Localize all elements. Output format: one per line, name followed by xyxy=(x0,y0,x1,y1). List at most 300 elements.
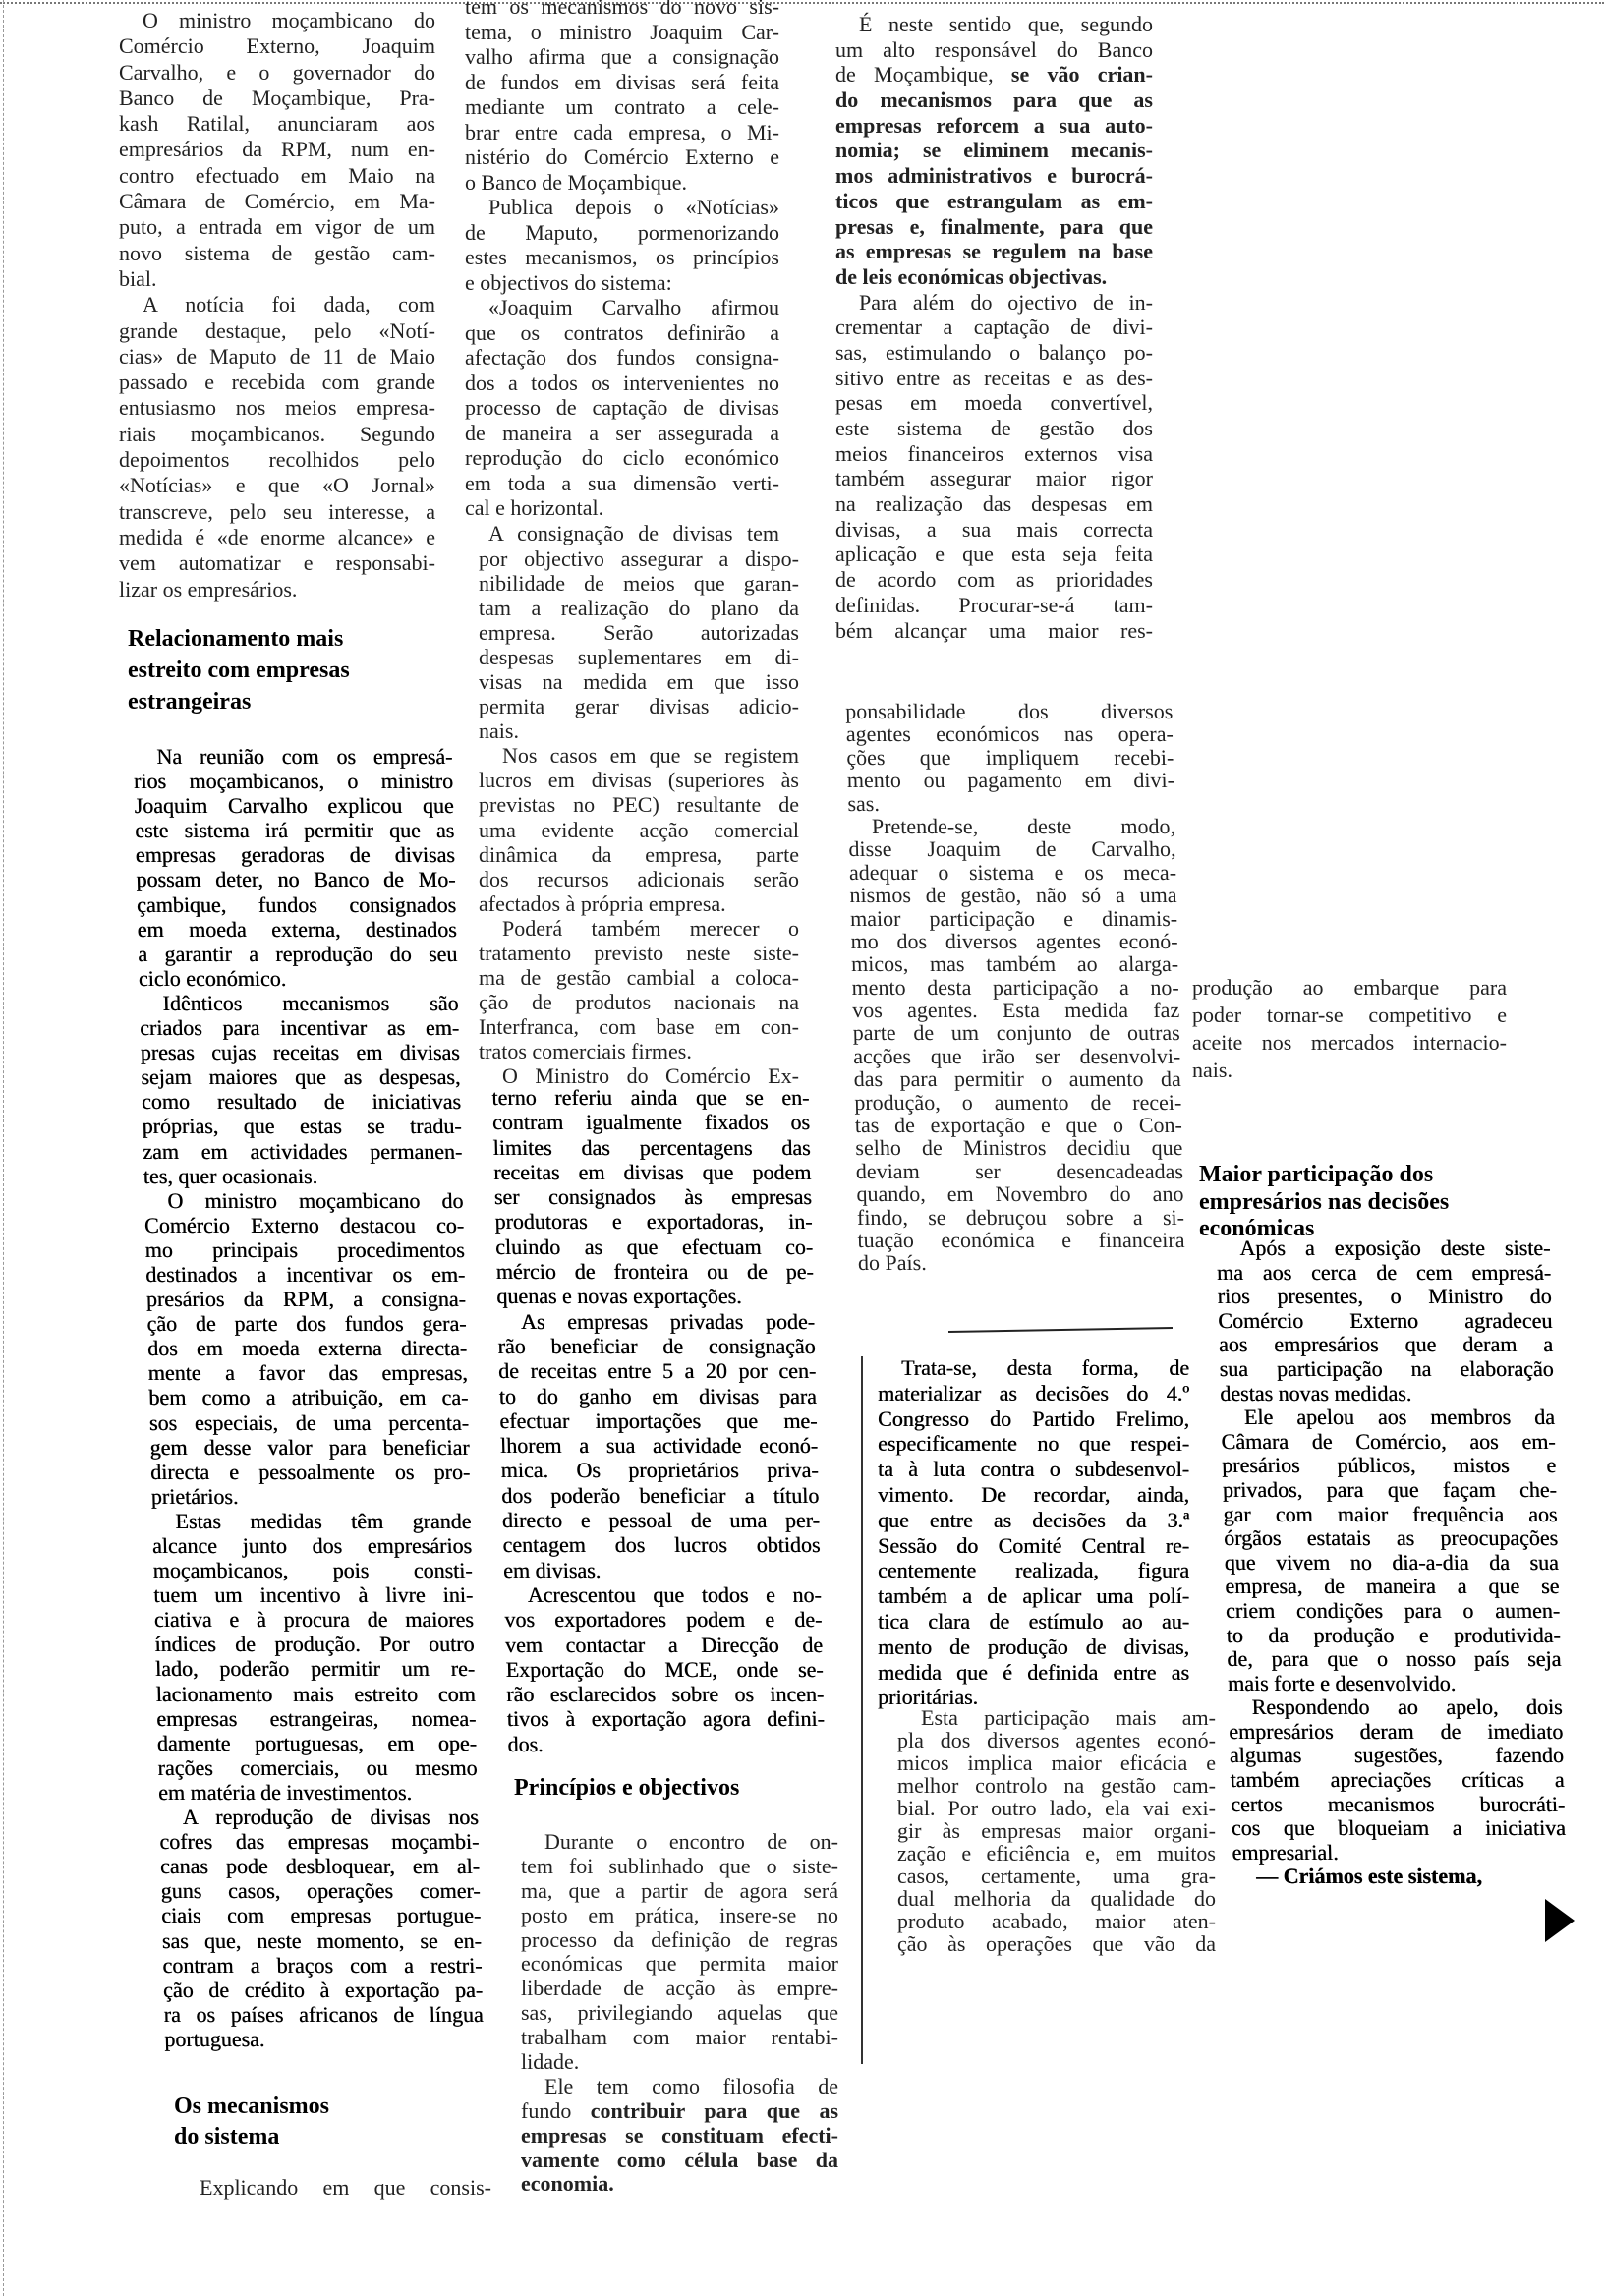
text-line: criem condições para o aumen- xyxy=(1225,1597,1561,1623)
subheading-line: Maior participação dos xyxy=(1199,1162,1434,1187)
column-3-middle xyxy=(845,700,1185,1275)
column-3-lower xyxy=(878,1355,1189,1710)
text-line: Congresso do Partido Frelimo, xyxy=(878,1406,1189,1431)
text-line: produtoras e exportadoras, in- xyxy=(494,1209,813,1234)
text-line: maior participação e dinamis- xyxy=(849,905,1178,931)
text-line: sas. xyxy=(847,790,881,816)
text-line: As empresas privadas pode- xyxy=(520,1308,816,1334)
text-line: vimento. De recordar, ainda, xyxy=(878,1481,1189,1507)
text-line: também apreciações críticas a xyxy=(1230,1767,1565,1793)
subheading-line: estreito com empresas xyxy=(128,658,350,683)
text-line: Poderá também merecer o xyxy=(502,915,799,941)
text-line: empresa. Serão autorizadas xyxy=(479,620,799,646)
text-line: medida é «de enorme alcance» e xyxy=(119,524,435,549)
text-line: quenas e novas exportações. xyxy=(495,1284,742,1309)
text-line: permita gerar divisas adicio- xyxy=(479,694,799,719)
column-3-top xyxy=(835,12,1153,643)
text-line: Explicando em que consis- xyxy=(200,2175,491,2200)
text-line: «Notícias» e que «O Jornal» xyxy=(119,473,435,498)
text-line xyxy=(521,2149,838,2173)
bold-text-segment: contribuir para que as xyxy=(590,2097,839,2123)
text-line: tes, quer ocasionais. xyxy=(143,1163,318,1188)
text-line: brar entre cada empresa, o Mi- xyxy=(465,119,779,144)
text-line: de, para que o nosso país seja xyxy=(1226,1646,1562,1672)
text-line: selho de Ministros decidiu que xyxy=(855,1135,1183,1161)
subheading-line: Princípios e objectivos xyxy=(514,1775,740,1801)
text-line: possam deter, no Banco de Mo- xyxy=(136,867,456,892)
text-line: transcreve, pelo seu interesse, a xyxy=(119,498,435,524)
bold-text-segment: ticos que estrangulam as em- xyxy=(835,188,1153,213)
text-line: Ele tem como filosofia de xyxy=(544,2073,838,2098)
text-line: melhor controlo na gestão cam- xyxy=(897,1773,1216,1798)
text-segment: fundo xyxy=(521,2097,591,2123)
bold-text-segment: de leis económicas objectivas. xyxy=(835,263,1108,289)
text-line: findo, se debruçou sobre a si- xyxy=(856,1204,1185,1230)
bold-text-segment: — Criámos este sistema, xyxy=(1255,1864,1483,1889)
text-line: ção de produtos nacionais na xyxy=(479,989,799,1014)
text-line: que entre as decisões da 3.ª xyxy=(878,1507,1189,1532)
text-line: Publica depois o «Notícias» xyxy=(488,195,779,219)
text-line: também a de aplicar uma polí- xyxy=(878,1583,1189,1609)
text-line: em moeda externa, destinados xyxy=(137,916,457,942)
text-line: produção ao embarque para xyxy=(1192,975,1507,1000)
text-line: dos em moeda externa directa- xyxy=(146,1336,468,1361)
text-line: poder tornar-se competitivo e xyxy=(1192,1003,1507,1027)
bold-text-segment: do mecanismos para que as xyxy=(835,87,1153,113)
text-line: ra os países africanos de língua xyxy=(163,2001,484,2027)
text-line: ciativa e à procura de maiores xyxy=(153,1607,475,1633)
text-line: tuação económica e financeira xyxy=(857,1227,1185,1252)
text-line: kash Ratilal, anunciaram aos xyxy=(119,111,435,137)
text-line: gir às empresas maior organi- xyxy=(897,1818,1216,1843)
bold-text-segment: presas e, finalmente, para que xyxy=(835,213,1153,239)
text-line: de fundos em divisas será feita xyxy=(465,69,779,94)
bold-text-segment: mos administrativos e burocrá- xyxy=(835,163,1153,189)
bold-text-segment: vamente como célula base da xyxy=(521,2147,838,2172)
subheading-line: estrangeiras xyxy=(128,689,252,715)
text-line: empresa, de maneira a que se xyxy=(1224,1574,1560,1599)
text-line: rão beneficiar de consignação xyxy=(497,1333,816,1358)
text-line: ser consignados às empresas xyxy=(493,1184,813,1210)
bold-text-segment: se vão crian- xyxy=(1010,62,1153,87)
text-line: este sistema de gestão dos xyxy=(835,416,1153,440)
bold-text-segment: economia. xyxy=(521,2171,614,2197)
text-line: afectação dos fundos consigna- xyxy=(465,345,779,370)
text-line: sas, estimulando o balanço po- xyxy=(835,339,1153,365)
text-line: na realização das despesas em xyxy=(835,491,1153,517)
text-line: liberdade de acção às empre- xyxy=(521,1976,838,2001)
text-line xyxy=(521,2099,838,2124)
text-line: Sessão do Comité Central re- xyxy=(878,1532,1189,1558)
text-line: órgãos estatais as preocupações xyxy=(1223,1525,1559,1551)
text-line: Estas medidas têm grande xyxy=(175,1508,472,1533)
text-line: tem os mecanismos do novo sis- xyxy=(465,0,779,19)
bold-text-segment: as empresas se regulem na base xyxy=(835,239,1153,264)
text-line: sas, privilegiando aquelas que xyxy=(521,2000,838,2026)
text-line: produção, o aumento de recei- xyxy=(854,1089,1182,1115)
text-line: Para além do ojectivo de in- xyxy=(859,289,1153,315)
text-line xyxy=(835,189,1153,214)
text-line: processo de captação de divisas xyxy=(465,395,779,420)
text-line: terno referiu ainda que se en- xyxy=(491,1085,810,1110)
text-line: vem contactar a Direcção de xyxy=(504,1632,824,1657)
text-line: Banco de Moçambique, Pra- xyxy=(119,85,435,110)
text-line: novo sistema de gestão cam- xyxy=(119,240,435,265)
text-line: Carvalho, e o governador do xyxy=(119,59,435,85)
text-line: Exportação do MCE, onde se- xyxy=(505,1656,824,1682)
subheading-line: Relacionamento mais xyxy=(128,626,344,652)
text-line: agentes económicos nas opera- xyxy=(845,721,1174,747)
text-line: contram igualmente fixados os xyxy=(491,1110,811,1135)
text-line: aos empresários que deram a xyxy=(1218,1332,1554,1357)
text-line: valho afirma que a consignação xyxy=(465,44,779,69)
text-line: processo da definição de regras xyxy=(521,1926,838,1952)
text-line: directo e pessoal de uma per- xyxy=(501,1508,821,1533)
text-line: O ministro moçambicano do xyxy=(143,8,435,32)
text-line: tas de exportação e que o Con- xyxy=(854,1113,1183,1138)
text-line: pesas em moeda convertível, xyxy=(835,390,1153,416)
text-line: cluindo as que efectuam co- xyxy=(494,1234,814,1259)
text-line: de acordo com as prioridades xyxy=(835,567,1153,593)
text-line: aplicação e que esta seja feita xyxy=(835,542,1153,567)
text-line: que os contratos definirão a xyxy=(465,319,779,345)
text-line xyxy=(835,138,1153,163)
text-line: trabalham com maior rentabi- xyxy=(521,2025,838,2050)
text-line: canas pode desbloquear, em al- xyxy=(159,1854,481,1879)
text-line: tem foi sublinhado que o siste- xyxy=(521,1853,838,1878)
text-line: vos agentes. Esta medida faz xyxy=(851,998,1180,1023)
text-line: reprodução do ciclo económico xyxy=(465,445,779,470)
text-line: presários da RPM, a consigna- xyxy=(145,1287,467,1312)
text-line: de Maputo, pormenorizando xyxy=(465,219,779,245)
text-line: O Ministro do Comércio Ex- xyxy=(502,1062,799,1088)
text-line: ta à luta contra o subdesenvol- xyxy=(878,1457,1189,1482)
bold-text-segment: empresas se constituam efecti- xyxy=(521,2122,838,2148)
text-line: contram a braços com a restri- xyxy=(162,1952,483,1978)
text-line: deviam ser desencadeadas xyxy=(855,1158,1184,1183)
text-line: A consignação de divisas tem xyxy=(488,520,779,545)
text-line: micos, mas também ao alarga- xyxy=(850,951,1179,977)
text-line: moçambicanos, pois consti- xyxy=(152,1558,473,1583)
text-line: cias» de Maputo de 11 de Maio xyxy=(119,343,435,369)
text-line: económicas que permita maior xyxy=(521,1951,838,1977)
text-line: ção de crédito à exportação pa- xyxy=(162,1977,484,2002)
text-line: nistério do Comércio Externo e xyxy=(465,144,779,169)
text-line: Joaquim Carvalho explicou que xyxy=(134,793,454,819)
text-line: pla dos diversos agentes econó- xyxy=(897,1728,1216,1752)
text-line: destinados a incentivar os em- xyxy=(144,1261,466,1287)
text-line: ciclo económico. xyxy=(138,965,287,991)
text-line: Na reunião com os empresá- xyxy=(156,744,453,769)
text-line: mércio de fronteira ou de pe- xyxy=(495,1259,814,1285)
text-line: «Joaquim Carvalho afirmou xyxy=(488,295,779,319)
text-segment: de Moçambique, xyxy=(835,62,1011,87)
column-1-body xyxy=(133,744,485,2051)
text-line: dual melhoria da qualidade do xyxy=(897,1886,1216,1911)
text-line: Trata-se, desta forma, de xyxy=(901,1355,1189,1380)
text-line: aceite nos mercados internacio- xyxy=(1192,1030,1507,1055)
text-line: mo principais procedimentos xyxy=(144,1236,465,1262)
text-line: tivos à exportação agora defini- xyxy=(506,1706,826,1732)
text-line: lado, poderão permitir um re- xyxy=(154,1656,476,1682)
text-line: Nos casos em que se registem xyxy=(502,743,799,769)
subheading-mecanismos xyxy=(174,2092,329,2152)
text-line: damente portuguesas, em ope- xyxy=(156,1730,478,1755)
text-line: que vivem no dia-a-dia da sua xyxy=(1224,1549,1560,1575)
text-line: empresas estrangeiras, nomea- xyxy=(155,1705,477,1731)
text-line: privados, para que façam che- xyxy=(1222,1476,1558,1502)
text-line: meios financeiros externos visa xyxy=(835,440,1153,466)
text-line: despesas suplementares em di- xyxy=(479,645,799,670)
text-line: certos mecanismos burocráti- xyxy=(1230,1791,1566,1816)
text-line: presários públicos, mistos e xyxy=(1221,1453,1557,1478)
subheading-principios xyxy=(514,1773,739,1803)
text-line xyxy=(835,87,1153,113)
text-line: alcance junto dos empresários xyxy=(151,1533,473,1558)
text-line: em matéria de investimentos. xyxy=(157,1779,413,1805)
text-line: bial. xyxy=(119,265,157,291)
text-line: grande destaque, pelo «Notí- xyxy=(119,317,435,343)
text-line xyxy=(835,163,1153,189)
text-line xyxy=(835,239,1153,264)
text-line: centagem dos lucros obtidos xyxy=(502,1532,821,1558)
text-line: centemente realizada, figura xyxy=(878,1558,1189,1583)
text-line: çambique, fundos consignados xyxy=(136,891,457,917)
text-line: empresários da RPM, num en- xyxy=(119,137,435,162)
text-line xyxy=(521,2124,838,2149)
text-line: sitivo entre as receitas e as des- xyxy=(835,365,1153,390)
text-line: especificamente no que respei- xyxy=(878,1431,1189,1457)
text-line: criados para incentivar as em- xyxy=(139,1015,460,1041)
text-line: nais. xyxy=(479,718,519,744)
column-1-tail xyxy=(200,2175,491,2201)
text-line: Acrescentou que todos e no- xyxy=(527,1581,822,1607)
text-line: ciais com empresas portugue- xyxy=(160,1903,482,1928)
text-line: tica clara de estímulo ao au- xyxy=(878,1608,1189,1634)
text-line: por objectivo assegurar a dispo- xyxy=(479,546,799,571)
text-line: rios moçambicanos, o ministro xyxy=(133,769,454,794)
text-line: do País. xyxy=(857,1250,927,1276)
text-line: tam a realização do plano da xyxy=(479,596,799,621)
text-line: próprias, que estas se tradu- xyxy=(142,1114,462,1139)
text-line: to da produção e produtivida- xyxy=(1226,1622,1561,1647)
text-line: Câmara de Comércio, aos em- xyxy=(1221,1428,1556,1454)
text-line: ma aos cerca de cem empresá- xyxy=(1216,1259,1552,1285)
text-line: índices de produção. Por outro xyxy=(154,1632,475,1657)
text-line: em divisas. xyxy=(502,1557,602,1582)
text-line: empresarial. xyxy=(1232,1839,1339,1865)
text-line: cos que bloqueiam a iniciativa xyxy=(1231,1815,1567,1841)
text-line: rios presentes, o Ministro do xyxy=(1217,1284,1552,1309)
text-line: nismos de gestão, não só a uma xyxy=(849,883,1177,908)
text-line: Comércio Externo agradeceu xyxy=(1217,1307,1553,1333)
subheading-line: do sistema xyxy=(174,2124,280,2150)
scan-edge-top xyxy=(0,2,1604,4)
text-line: ma de gestão cambial a coloca- xyxy=(479,964,799,990)
text-line: Após a exposição deste siste- xyxy=(1238,1235,1551,1260)
column-divider-rule xyxy=(948,1327,1173,1333)
text-line: algumas sugestões, fazendo xyxy=(1229,1743,1565,1768)
text-line: to do ganho em divisas para xyxy=(498,1383,818,1408)
text-line xyxy=(835,264,1153,290)
text-line: limites das percentagens das xyxy=(492,1134,811,1160)
text-line: mente a favor das empresas, xyxy=(147,1360,468,1386)
text-line: vos exportadores podem e de- xyxy=(503,1607,823,1633)
arrow-right-icon xyxy=(1545,1899,1575,1942)
text-line xyxy=(521,2172,838,2197)
text-line: entusiasmo nos meios empresa- xyxy=(119,395,435,421)
text-line: Pretende-se, deste modo, xyxy=(871,813,1176,838)
text-line: bém alcançar uma maior res- xyxy=(835,617,1153,643)
text-line: prioritárias. xyxy=(878,1685,979,1710)
text-line: acções que irão ser desenvolvi- xyxy=(852,1043,1181,1068)
text-line: produto acabado, maior aten- xyxy=(897,1909,1216,1933)
text-line: nais. xyxy=(1192,1058,1232,1082)
text-line: riais moçambicanos. Segundo xyxy=(119,421,435,446)
text-line: Esta participação mais am- xyxy=(921,1705,1216,1730)
text-line: o Banco de Moçambique. xyxy=(465,169,688,195)
column-1-intro xyxy=(119,8,435,603)
text-line: Comércio Externo, Joaquim xyxy=(119,33,435,59)
text-line: prietários. xyxy=(150,1483,239,1509)
text-line: medida que é definida entre as xyxy=(878,1659,1189,1685)
text-line: A notícia foi dada, com xyxy=(143,292,435,317)
text-line: A reprodução de divisas nos xyxy=(182,1805,479,1830)
text-line: empresários deram de imediato xyxy=(1228,1718,1564,1744)
text-line: Durante o encontro de on- xyxy=(544,1829,838,1854)
column-3-bottom xyxy=(897,1706,1216,1955)
text-line: visas na medida em que isso xyxy=(479,669,799,695)
text-line: vem automatizar e responsabi- xyxy=(119,550,435,576)
text-line: mento de produção de divisas, xyxy=(878,1634,1189,1659)
text-line: Comércio Externo destacou co- xyxy=(143,1212,465,1237)
text-line: empresas geradoras de divisas xyxy=(135,842,456,868)
text-line: lizar os empresários. xyxy=(119,576,298,602)
column-2-lower xyxy=(491,1085,826,1756)
text-line: cofres das empresas moçambi- xyxy=(158,1829,480,1855)
text-line: receitas em divisas que podem xyxy=(492,1159,812,1184)
text-line: dos recursos adicionais serão xyxy=(479,866,799,891)
scan-edge-left xyxy=(3,0,4,2296)
column-4-top xyxy=(1192,974,1507,1084)
text-line: quando, em Novembro do ano xyxy=(856,1181,1184,1207)
text-line: guns casos, operações comer- xyxy=(160,1878,481,1904)
text-line: lhorem a sua actividade econó- xyxy=(499,1433,819,1459)
column-2-bottom xyxy=(521,1830,838,2197)
subheading-line: empresários nas decisões xyxy=(1199,1188,1450,1215)
text-line: tuem um incentivo à livre ini- xyxy=(152,1582,474,1608)
text-line: ção às operações que vão da xyxy=(897,1931,1216,1956)
text-line: de maneira a ser assegurada a xyxy=(465,420,779,445)
text-line: previstas no PEC) resultante de xyxy=(479,792,799,818)
text-line: a garantir a reprodução do seu xyxy=(137,941,458,966)
text-line: destas novas medidas. xyxy=(1219,1380,1412,1406)
text-line: Câmara de Comércio, em Ma- xyxy=(119,189,435,214)
text-line: contro efectuado em Maio na xyxy=(119,162,435,188)
text-line: efectuar importações que me- xyxy=(499,1407,818,1433)
column-2-top xyxy=(465,0,779,545)
text-line xyxy=(835,62,1153,87)
text-line: tema, o ministro Joaquim Car- xyxy=(465,19,779,44)
text-line: Respondendo ao apelo, dois xyxy=(1251,1694,1563,1720)
text-line: disse Joaquim de Carvalho, xyxy=(848,836,1176,862)
text-line: sos especiais, de uma percenta- xyxy=(148,1409,470,1435)
text-line: micos implica maior eficácia e xyxy=(897,1751,1216,1775)
text-line: tratamento previsto neste siste- xyxy=(479,940,799,965)
text-line: mediante um contrato a cele- xyxy=(465,94,779,119)
text-line: rações comerciais, ou mesmo xyxy=(157,1754,478,1780)
text-line: estes mecanismos, os princípios xyxy=(465,245,779,269)
text-line: cal e horizontal. xyxy=(465,495,604,520)
text-line: posto em prática, insere-se no xyxy=(521,1902,838,1927)
text-line: zação e eficiência e, em muitos xyxy=(897,1841,1216,1866)
text-line: mento ou pagamento em divi- xyxy=(846,768,1175,793)
text-line: passado e recebida com grande xyxy=(119,370,435,395)
column-4-body xyxy=(1216,1236,1567,1889)
text-line: também assegurar maior rigor xyxy=(835,466,1153,491)
text-line: das para permitir o aumento da xyxy=(853,1066,1182,1092)
text-line: de receitas entre 5 a 20 por cen- xyxy=(497,1358,817,1384)
text-line: zam em actividades permanen- xyxy=(142,1138,463,1164)
text-line: este sistema irá permitir que as xyxy=(134,818,455,843)
column-vertical-rule xyxy=(861,1356,863,2064)
text-line: puto, a entrada em vigor de um xyxy=(119,214,435,240)
text-line: lidade. xyxy=(521,2049,580,2075)
text-line: afectados à própria empresa. xyxy=(479,890,726,916)
text-line: uma evidente acção comercial xyxy=(479,817,799,842)
text-line: Idênticos mecanismos são xyxy=(162,990,459,1015)
text-line: sua participação na elaboração xyxy=(1219,1355,1554,1381)
text-line: dos. xyxy=(507,1731,544,1756)
text-line: ponsabilidade dos diversos xyxy=(844,699,1174,723)
text-line: lucros em divisas (superiores às xyxy=(479,768,799,793)
text-line: bem como a atribuição, em ca- xyxy=(147,1385,469,1410)
subheading-line: Os mecanismos xyxy=(174,2094,329,2119)
text-line: mais forte e desenvolvido. xyxy=(1227,1670,1457,1695)
text-line: presas cujas receitas em divisas xyxy=(140,1040,460,1065)
text-line: mica. Os proprietários priva- xyxy=(500,1458,819,1483)
text-line xyxy=(1232,1865,1568,1889)
text-line: um alto responsável do Banco xyxy=(835,36,1153,62)
text-line: como resultado de iniciativas xyxy=(141,1089,462,1115)
bold-text-segment: nomia; se eliminem mecanis- xyxy=(835,138,1153,163)
text-line: ção de parte dos fundos gera- xyxy=(146,1311,467,1337)
text-line: rão esclarecidos sobre os incen- xyxy=(505,1682,825,1707)
text-line: divisas, a sua mais correcta xyxy=(835,516,1153,542)
text-line: Ele apelou aos membros da xyxy=(1243,1405,1556,1430)
text-line: dos a todos os intervenientes no xyxy=(465,370,779,395)
text-line: depoimentos recolhidos pelo xyxy=(119,447,435,473)
text-line: mento desta participação a no- xyxy=(851,974,1179,1000)
text-line: directa e pessoalmente os pro- xyxy=(149,1459,471,1484)
text-line: É neste sentido que, segundo xyxy=(859,12,1153,36)
bold-text-segment: empresas reforcem a sua auto- xyxy=(835,112,1153,138)
text-line: definidas. Procurar-se-á tam- xyxy=(835,592,1153,617)
text-line: bial. Por outro lado, ela vai exi- xyxy=(897,1796,1216,1820)
text-line: tratos comerciais firmes. xyxy=(479,1038,692,1063)
text-line: nibilidade de meios que garan- xyxy=(479,571,799,597)
subheading-maior-participacao xyxy=(1199,1162,1449,1243)
text-line: sejam maiores que as despesas, xyxy=(140,1064,461,1090)
text-line xyxy=(835,214,1153,240)
text-line: portuguesa. xyxy=(163,2026,265,2051)
text-line: O ministro moçambicano do xyxy=(167,1187,464,1213)
text-line: em toda a sua dimensão verti- xyxy=(465,470,779,495)
text-line: Interfranca, com base em con- xyxy=(479,1013,799,1039)
subheading-line: económicas xyxy=(1199,1216,1315,1241)
text-line: dos poderão beneficiar a título xyxy=(500,1482,820,1508)
text-line: dinâmica da empresa, parte xyxy=(479,841,799,867)
